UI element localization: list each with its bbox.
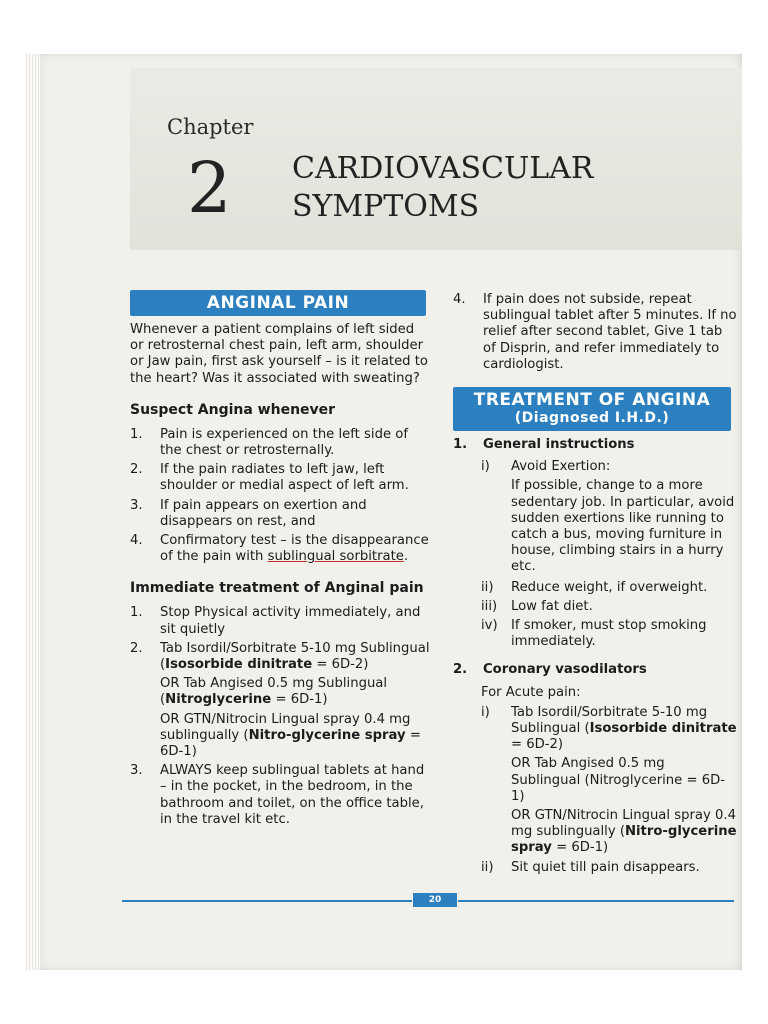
list-item <box>453 459 737 475</box>
item-number: i) <box>481 704 490 720</box>
list-item <box>453 860 737 876</box>
continued-list <box>453 292 737 373</box>
item-number: ii) <box>481 579 494 595</box>
item-text-end: . <box>403 549 409 565</box>
anginal-pain-banner: ANGINAL PAIN <box>130 290 426 316</box>
item-number: 2. <box>130 462 143 478</box>
suspect-list <box>130 427 430 566</box>
immediate-list-cont <box>130 763 430 828</box>
alternative-angised: OR Tab Angised 0.5 mg Sublingual (Nitroglycerine = 6D-1) <box>511 756 725 804</box>
item-text: OR GTN/Nitrocin Lingual spray 0.4 mg sublingually ( <box>160 711 411 743</box>
item-text: Stop Physical activity immediately, and sit quietly <box>160 605 421 637</box>
drug-name: Isosorbide dinitrate <box>589 721 737 737</box>
item-text: Confirmatory test – is the disappearance of the pain with <box>160 533 429 565</box>
item-number: 1. <box>130 605 143 621</box>
item-text: Sit quiet till pain disappears. <box>511 859 700 875</box>
list-item <box>130 533 430 565</box>
alternative-angised <box>130 676 430 708</box>
right-column <box>453 292 737 879</box>
chapter-title <box>292 150 593 226</box>
item-text-end: = 6D-2) <box>312 657 369 673</box>
list-item <box>453 618 737 650</box>
page-edges <box>26 54 40 970</box>
drug-name: Isosorbide dinitrate <box>165 657 313 673</box>
item-number: 1. <box>130 426 143 442</box>
item-number: iii) <box>481 598 498 614</box>
section-general <box>453 437 737 453</box>
list-item <box>130 641 430 673</box>
alternative-gtn-spray <box>130 712 430 761</box>
section-number: 2. <box>453 662 468 678</box>
list-item <box>130 462 430 494</box>
item-number: 3. <box>130 497 143 513</box>
treatment-banner <box>453 387 731 431</box>
item-text: OR GTN/Nitrocin Lingual spray 0.4 mg sublingually ( <box>511 808 736 840</box>
item-text: If pain appears on exertion and disappears on rest, and <box>160 497 367 529</box>
item-text: Low fat diet. <box>511 598 593 614</box>
immediate-list <box>130 605 430 673</box>
item-text: Avoid Exertion: <box>511 459 611 475</box>
list-item <box>130 427 430 459</box>
item-text-end: = 6D-2) <box>511 737 564 753</box>
item-text-end: = 6D-1) <box>551 840 609 856</box>
drug-name: Nitro-glycerine spray <box>511 824 737 856</box>
item-text: ALWAYS keep sublingual tablets at hand – in the pocket, in the bedroom, in the bathroom and toilet, on the office table, in the travel kit etc. <box>160 763 425 827</box>
photo-background <box>0 0 26 1024</box>
page-number: 20 <box>413 893 457 907</box>
treatment-banner-subtitle: (Diagnosed I.H.D.) <box>514 410 670 427</box>
vasodilator-list <box>453 705 737 754</box>
item-text: Tab Isordil/Sorbitrate 5-10 mg Sublingual ( <box>160 640 430 673</box>
general-list-cont <box>453 580 737 651</box>
immediate-heading: Immediate treatment of Anginal pain <box>130 580 424 597</box>
chapter-number: 2 <box>187 147 232 229</box>
underlined-text: sublingual sorbitrate <box>267 549 404 565</box>
item-text: OR Tab Angised 0.5 mg Sublingual ( <box>160 676 388 708</box>
list-item <box>453 705 737 754</box>
item-text: If pain does not subside, repeat sublingual tablet after 5 minutes. If no relief after second tablet, Give 1 tab of Disprin, and refer immediately to cardiologist. <box>483 292 737 372</box>
list-item <box>453 292 737 373</box>
item-text: If the pain radiates to left jaw, left shoulder or medial aspect of left arm. <box>160 462 409 494</box>
drug-name: Nitroglycerine <box>165 692 272 708</box>
section-title: Coronary vasodilators <box>483 662 647 678</box>
intro-paragraph: Whenever a patient complains of left sided or retrosternal chest pain, left arm, shoulder or Jaw pain, first ask yourself – is it related to the heart? Was it associated with sweating? <box>130 322 428 386</box>
item-text-end: = 6D-1) <box>160 727 421 760</box>
general-list <box>453 459 737 475</box>
list-item <box>453 599 737 615</box>
footer-rule-right <box>458 900 734 902</box>
item-number: 3. <box>130 763 143 779</box>
chapter-title-line1: CARDIOVASCULAR <box>292 151 594 186</box>
section-vasodilators <box>453 662 737 678</box>
item-text: Tab Isordil/Sorbitrate 5-10 mg Sublingual ( <box>511 704 708 737</box>
left-column <box>130 290 430 831</box>
vasodilator-list-cont <box>453 860 737 876</box>
list-item <box>130 498 430 530</box>
item-text: Pain is experienced on the left side of the chest or retrosternally. <box>160 426 408 459</box>
item-number: 4. <box>130 533 143 549</box>
list-item <box>130 763 430 828</box>
item-text-end: = 6D-1) <box>271 692 328 708</box>
section-title: General instructions <box>483 437 635 453</box>
drug-name: Nitro-glycerine spray <box>248 727 406 743</box>
item-text: If smoker, must stop smoking immediately. <box>511 618 707 650</box>
item-number: i) <box>481 459 490 475</box>
section-number: 1. <box>453 437 468 453</box>
item-number: 4. <box>453 292 466 307</box>
list-item <box>130 605 430 637</box>
alternative-gtn-spray <box>453 808 737 857</box>
footer-rule-left <box>122 900 412 902</box>
treatment-banner-title: TREATMENT OF ANGINA <box>473 390 711 411</box>
exertion-detail: If possible, change to a more sedentary job. In particular, avoid sudden exertions like running to catch a bus, moving furniture in house, climbing stairs in a hurry etc. <box>511 478 735 575</box>
chapter-label: Chapter <box>167 115 254 139</box>
item-number: 2. <box>130 640 143 656</box>
acute-pain-label: For Acute pain: <box>481 684 581 700</box>
list-item <box>453 580 737 596</box>
chapter-title-line2: SYMPTOMS <box>292 189 480 224</box>
item-text: Reduce weight, if overweight. <box>511 579 708 595</box>
suspect-heading: Suspect Angina whenever <box>130 401 336 418</box>
item-number: ii) <box>481 859 494 875</box>
item-number: iv) <box>481 618 498 634</box>
